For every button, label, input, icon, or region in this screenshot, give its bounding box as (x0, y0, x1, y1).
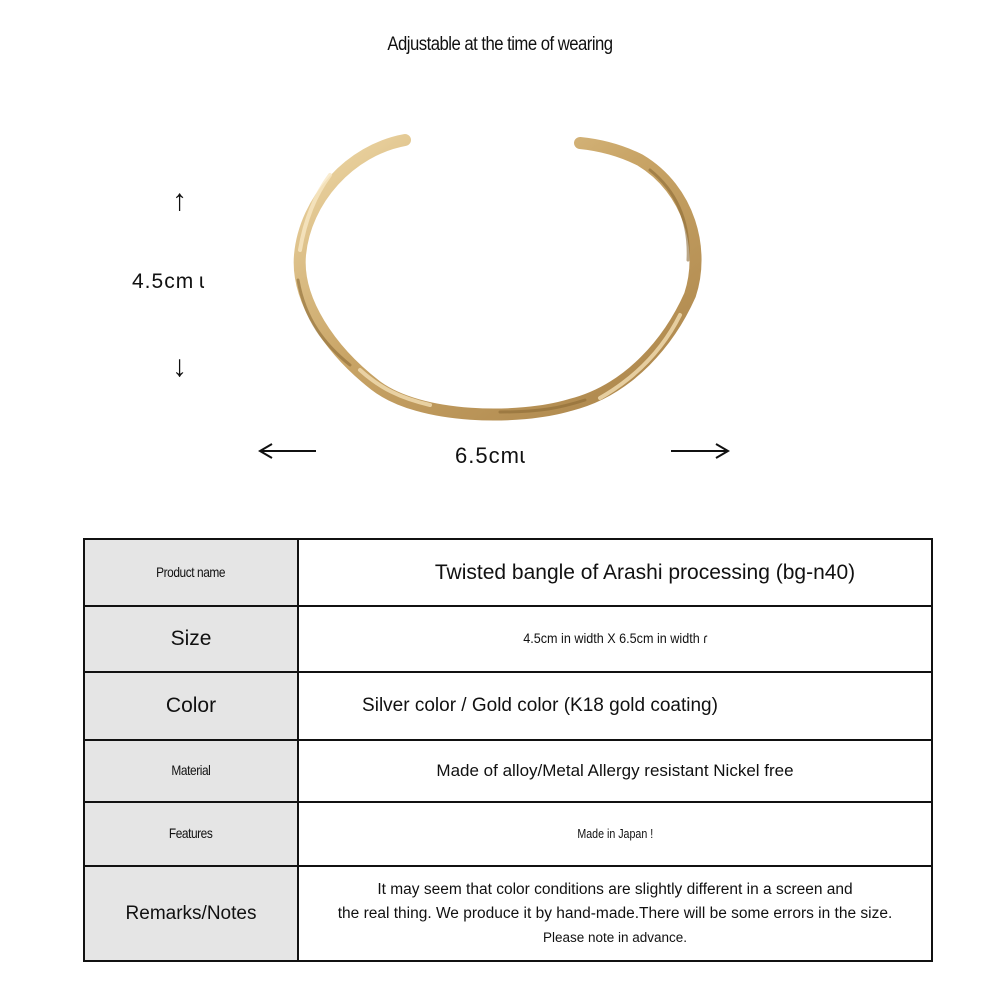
spec-value: 4.5cm in width X 6.5cm in width ɾ (522, 630, 708, 646)
spec-label: Color (165, 694, 217, 717)
remarks-line: It may seem that color conditions are slightly different in a screen and (377, 880, 853, 898)
arrow-left-icon (260, 444, 316, 458)
spec-row-color (84, 672, 932, 740)
spec-value-cell (298, 606, 932, 672)
spec-row-material (84, 740, 932, 802)
spec-table (83, 538, 933, 962)
spec-label-cell (84, 606, 298, 672)
spec-value: Made of alloy/Metal Allergy resistant Nickel free (436, 761, 794, 780)
spec-value-cell (298, 672, 932, 740)
spec-row-size (84, 606, 932, 672)
spec-row-product-name (84, 539, 932, 606)
spec-row-features (84, 802, 932, 866)
spec-label-cell (84, 802, 298, 866)
spec-value: Made in Japan ǃ (577, 826, 653, 841)
arrow-up-icon: ↑ (172, 184, 187, 217)
spec-value-cell (298, 802, 932, 866)
remarks-line: the real thing. We produce it by hand-made.There will be some errors in the size. (337, 904, 893, 922)
spec-label: Remarks/Notes (125, 902, 257, 924)
spec-label: Features (169, 825, 213, 841)
spec-label: Material (171, 762, 211, 778)
spec-label-cell (84, 539, 298, 606)
arrow-down-icon: ↓ (172, 350, 187, 383)
spec-label-cell (84, 866, 298, 961)
spec-value-cell (298, 740, 932, 802)
remarks-line: Please note in advance. (542, 929, 688, 945)
height-dimension-label: 4.5cm ɩ (132, 270, 206, 293)
spec-value: Twisted bangle of Arashi processing (bg-n40) (434, 560, 856, 584)
spec-label-cell (84, 672, 298, 740)
spec-label-cell (84, 740, 298, 802)
spec-label: Size (170, 627, 212, 650)
spec-value-cell (298, 866, 932, 961)
spec-label: Product name (156, 563, 226, 580)
arrow-right-icon (671, 444, 728, 458)
spec-value-cell (298, 539, 932, 606)
spec-value: Silver color / Gold color (K18 gold coating) (362, 695, 718, 716)
caption-adjustable: Adjustable at the time of wearing (387, 34, 613, 55)
width-dimension-label: 6.5cmɩ (455, 443, 526, 468)
spec-row-remarks (84, 866, 932, 961)
